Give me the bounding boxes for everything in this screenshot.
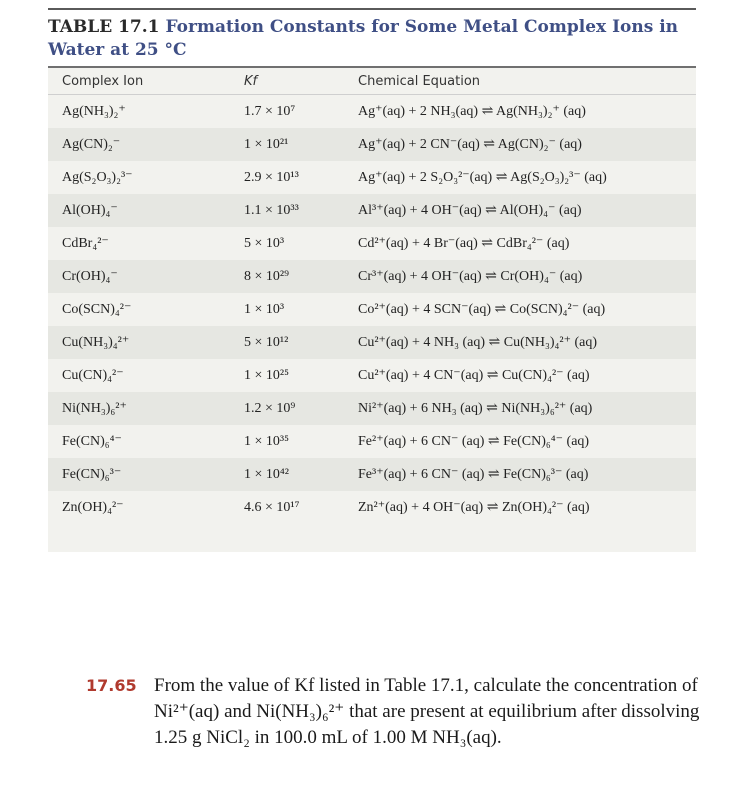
complex-ion-cell: Ni(NH₃)₆²⁺ <box>62 401 127 416</box>
table-row <box>48 227 696 260</box>
table-body <box>48 95 696 524</box>
kf-cell: 8 × 10²⁹ <box>244 268 289 284</box>
table-panel <box>48 66 696 552</box>
equation-cell: Ag⁺(aq) + 2 NH₃(aq) ⇌ Ag(NH₃)₂⁺ (aq) <box>358 104 586 119</box>
equation-cell: Al³⁺(aq) + 4 OH⁻(aq) ⇌ Al(OH)₄⁻ (aq) <box>358 203 582 218</box>
table-row <box>48 194 696 227</box>
equation-cell: Zn²⁺(aq) + 4 OH⁻(aq) ⇌ Zn(OH)₄²⁻ (aq) <box>358 500 590 515</box>
formation-constants-table <box>48 8 696 552</box>
complex-ion-cell: Al(OH)₄⁻ <box>62 203 118 218</box>
complex-ion-cell: Cr(OH)₄⁻ <box>62 269 118 284</box>
complex-ion-cell: Ag(CN)₂⁻ <box>62 137 121 152</box>
equation-cell: Ag⁺(aq) + 2 CN⁻(aq) ⇌ Ag(CN)₂⁻ (aq) <box>358 137 582 152</box>
table-title: Formation Constants for Some Metal Complex Ions in Water at 25 °C <box>48 17 679 60</box>
table-row <box>48 326 696 359</box>
equation-cell: Cd²⁺(aq) + 4 Br⁻(aq) ⇌ CdBr₄²⁻ (aq) <box>358 236 570 251</box>
complex-ion-cell: Cu(CN)₄²⁻ <box>62 368 124 383</box>
complex-ion-cell: Ag(S₂O₃)₂³⁻ <box>62 170 133 185</box>
equation-cell: Cu²⁺(aq) + 4 NH₃ (aq) ⇌ Cu(NH₃)₄²⁺ (aq) <box>358 335 597 350</box>
table-row <box>48 293 696 326</box>
complex-ion-cell: Co(SCN)₄²⁻ <box>62 302 132 317</box>
kf-cell: 1.1 × 10³³ <box>244 202 299 218</box>
kf-cell: 1.2 × 10⁹ <box>244 400 296 416</box>
table-row <box>48 128 696 161</box>
complex-ion-cell: Fe(CN)₆³⁻ <box>62 467 122 482</box>
equation-cell: Fe²⁺(aq) + 6 CN⁻ (aq) ⇌ Fe(CN)₆⁴⁻ (aq) <box>358 434 590 449</box>
kf-cell: 1 × 10³ <box>244 301 285 317</box>
equation-cell: Fe³⁺(aq) + 6 CN⁻ (aq) ⇌ Fe(CN)₆³⁻ (aq) <box>358 467 589 482</box>
kf-cell: 5 × 10³ <box>244 235 285 251</box>
table-row <box>48 392 696 425</box>
table-bottom-padding <box>48 524 696 552</box>
table-row <box>48 161 696 194</box>
equation-cell: Cr³⁺(aq) + 4 OH⁻(aq) ⇌ Cr(OH)₄⁻ (aq) <box>358 269 583 284</box>
header-chemical-equation: Chemical Equation <box>358 73 481 89</box>
equation-cell: Co²⁺(aq) + 4 SCN⁻(aq) ⇌ Co(SCN)₄²⁻ (aq) <box>358 302 606 317</box>
table-header-row <box>48 68 696 95</box>
kf-cell: 1 × 10²⁵ <box>244 367 289 383</box>
table-caption <box>48 10 696 66</box>
table-row <box>48 491 696 524</box>
kf-cell: 2.9 × 10¹³ <box>244 169 299 185</box>
kf-cell: 4.6 × 10¹⁷ <box>244 499 300 515</box>
complex-ion-cell: Cu(NH₃)₄²⁺ <box>62 335 130 350</box>
complex-ion-cell: Zn(OH)₄²⁻ <box>62 500 124 515</box>
complex-ion-cell: CdBr₄²⁻ <box>62 236 109 251</box>
complex-ion-cell: Ag(NH₃)₂⁺ <box>62 104 126 119</box>
problem-17-65 <box>86 673 726 751</box>
header-complex-ion: Complex Ion <box>62 73 144 89</box>
kf-cell: 1 × 10³⁵ <box>244 433 289 449</box>
table-row <box>48 458 696 491</box>
table-row <box>48 95 696 128</box>
table-row <box>48 260 696 293</box>
equation-cell: Ni²⁺(aq) + 6 NH₃ (aq) ⇌ Ni(NH₃)₆²⁺ (aq) <box>358 401 593 416</box>
table-row <box>48 359 696 392</box>
table-number: TABLE 17.1 <box>48 17 160 37</box>
equation-cell: Cu²⁺(aq) + 4 CN⁻(aq) ⇌ Cu(CN)₄²⁻ (aq) <box>358 368 590 383</box>
kf-cell: 1 × 10²¹ <box>244 136 289 152</box>
header-kf: Kf <box>244 73 258 89</box>
kf-cell: 1.7 × 10⁷ <box>244 103 296 119</box>
kf-cell: 1 × 10⁴² <box>244 466 289 482</box>
table-row <box>48 425 696 458</box>
problem-number: 17.65 <box>86 676 137 695</box>
kf-cell: 5 × 10¹² <box>244 334 289 350</box>
equation-cell: Ag⁺(aq) + 2 S₂O₃²⁻(aq) ⇌ Ag(S₂O₃)₂³⁻ (aq) <box>358 170 607 185</box>
problem-text: From the value of Kf listed in Table 17.1, calculate the concentration of Ni²⁺(aq) and Ni(NH₃)₆²⁺ that are present at equilibrium after dissolving 1.25 g NiCl₂ in 100.0 mL of 1.00 M NH₃(aq). <box>154 675 700 748</box>
complex-ion-cell: Fe(CN)₆⁴⁻ <box>62 434 122 449</box>
